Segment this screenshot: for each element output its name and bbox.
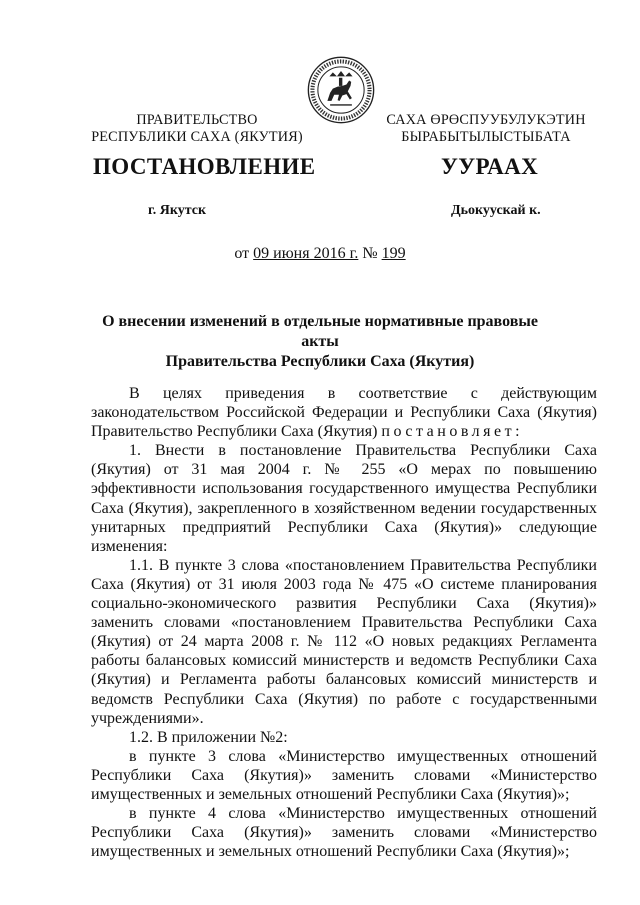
organization-name-sakha xyxy=(372,112,600,146)
title-line2: Правительства Республики Саха (Якутия) xyxy=(165,353,475,370)
date-prefix: от xyxy=(234,245,250,262)
paragraph-item-4: в пункте 4 слова «Министерство имущественных отношений Республики Саха (Якутия)» заменить словами «Министерство имущественных и земельных отношений Республики Саха (Якутия)»; xyxy=(91,805,597,861)
paragraph-preamble xyxy=(91,384,597,441)
city-sakha: Дьокуускай к. xyxy=(451,203,541,218)
paragraph-1: 1. Внести в постановление Правительства Республики Саха (Якутия) от 31 мая 2004 г. № 255 «О мерах по повышению эффективности использования государственного имущества Республики Саха (Якутия), закрепленного в хозяйственном ведении государственных унитарных предприятий Республики Саха (Якутия)» следующие изменения: xyxy=(91,442,597,555)
coat-of-arms-icon xyxy=(307,56,375,124)
paragraph-1-1: 1.1. В пункте 3 слова «постановлением Правительства Республики Саха (Якутия) от 31 июля 2003 года № 475 «О системе планирования социально-экономического развития Республики Саха (Якутия)» заменить словами «постановлением Правительства Республики Саха (Якутия) от 24 марта 2008 г. № 112 «О новых редакциях Регламента работы балансовых комиссий министерств и ведомств Республики Саха (Якутия) и Регламента работы балансовых комиссий министерств и ведомств Республики Саха (Якутия) по работе с государственными учреждениями». xyxy=(91,556,597,727)
org-ru-line2: РЕСПУБЛИКИ САХА (ЯКУТИЯ) xyxy=(91,129,303,145)
city-ru: г. Якутск xyxy=(148,203,207,218)
org-sa-line1: САХА ӨРӨСПУУБУЛУКЭТИН xyxy=(386,112,586,128)
number-sign: № xyxy=(362,245,378,262)
paragraph-1-2: 1.2. В приложении №2: xyxy=(129,728,288,746)
paragraph-item-3: в пункте 3 слова «Министерство имущественных отношений Республики Саха (Якутия)» заменить словами «Министерство имущественных и земельных отношений Республики Саха (Якутия)»; xyxy=(91,747,597,803)
org-sa-line2: БЫРАБЫТЫЛЫСТЫБАТА xyxy=(401,129,571,145)
org-ru-line1: ПРАВИТЕЛЬСТВО xyxy=(136,112,258,128)
title-line1: О внесении изменений в отдельные нормативные правовые акты xyxy=(102,313,538,350)
document-title xyxy=(100,312,540,372)
document-date-number xyxy=(0,245,640,263)
organization-name-ru xyxy=(82,112,312,146)
preamble-text: В целях приведения в соответствие с действующим законодательством Российской Федерации и Республики Саха (Якутия) Правительство Республики Саха (Якутия) xyxy=(91,385,597,441)
document-type-sakha: УУРААХ xyxy=(441,154,539,179)
document-date: 09 июня 2016 г. xyxy=(253,245,359,262)
document-body xyxy=(91,384,597,861)
document-type-ru: ПОСТАНОВЛЕНИЕ xyxy=(93,154,316,179)
resolves-word: постановляет: xyxy=(381,423,524,441)
document-number: 199 xyxy=(381,245,406,262)
